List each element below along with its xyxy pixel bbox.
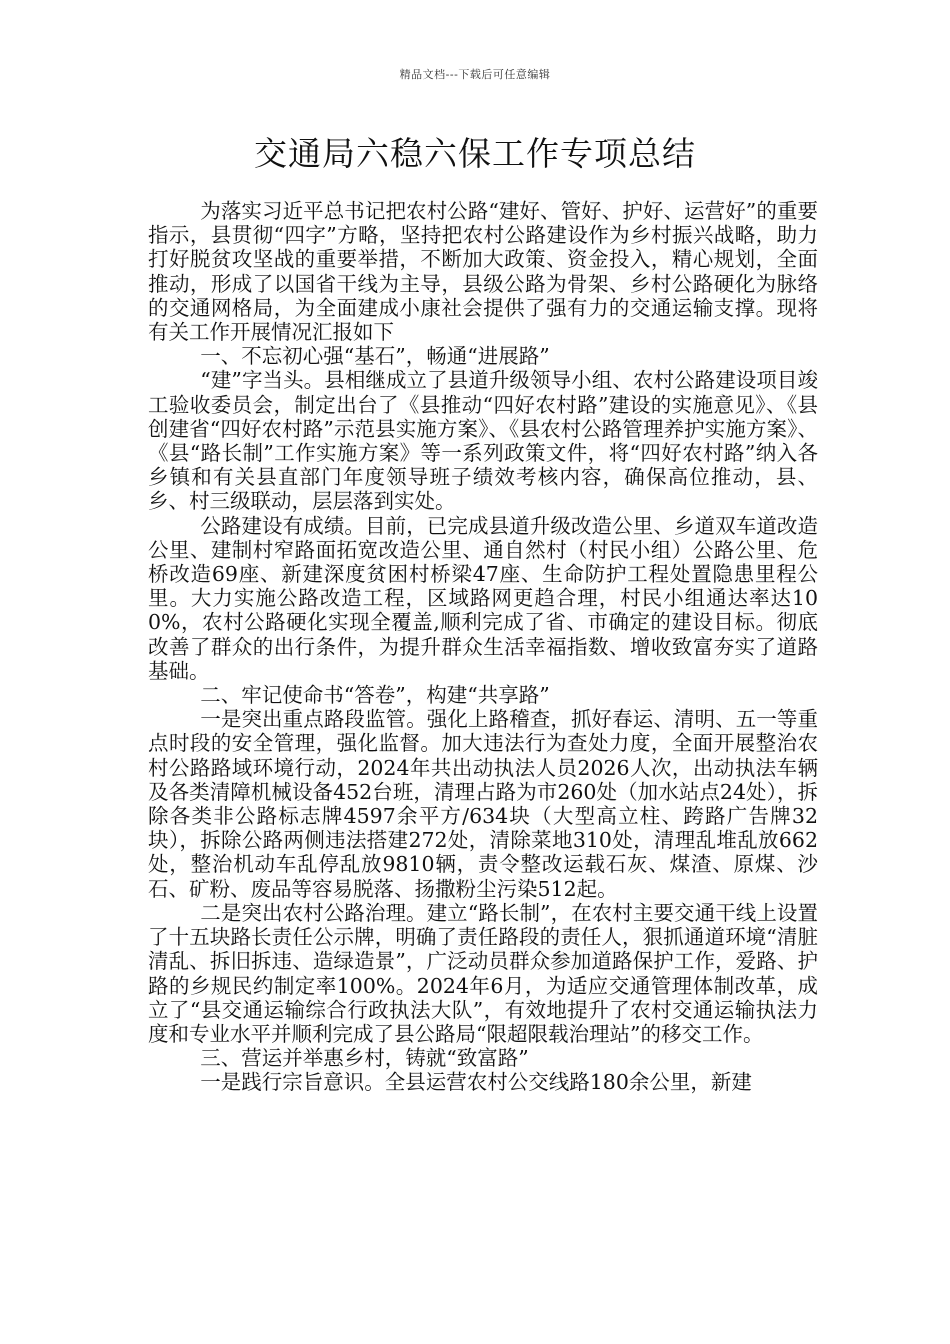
header-note: 精品文档---下载后可任意编辑 <box>399 68 551 81</box>
paragraph-construction-policy: “建”字当头。县相继成立了县道升级领导小组、农村公路建设项目竣工验收委员会，制定出台了《县推动“四好农村路”建设的实施意见》、《县创建省“四好农村路”示范县实施方案》、《县农村公路管理养护实施方案》、《县“路长制”工作实施方案》等一系列政策文件，将“四好农村路”纳入各乡镇和有关县直部门年度领导班子绩效考核内容，确保高位推动，县、乡、村三级联动，层层落到实处。 <box>148 368 818 514</box>
paragraph-road-supervision: 一是突出重点路段监管。强化上路稽查，抓好春运、清明、五一等重点时段的安全管理，强化监督。加大违法行为查处力度，全面开展整治农村公路路域环境行动，2024年共出动执法人员2026人次，出动执法车辆及各类清障机械设备452台班，清理占路为市260处（加水站点24处），拆除各类非公路标志牌4597余平方/634块（大型高立柱、跨路广告牌32块），拆除公路两侧违法搭建272处，清除菜地310处，清理乱堆乱放662处，整治机动车乱停乱放9810辆，责令整改运载石灰、煤渣、原煤、沙石、矿粉、废品等容易脱落、扬撒粉尘污染512起。 <box>148 707 818 901</box>
section-heading-3: 三、营运并举惠乡村，铸就“致富路” <box>200 1046 529 1071</box>
document-body <box>148 199 818 1095</box>
section-heading-2: 二、牢记使命书“答卷”，构建“共享路” <box>200 683 550 708</box>
section-heading-1: 一、不忘初心强“基石”，畅通“进展路” <box>200 344 550 369</box>
paragraph-construction-results: 公路建设有成绩。目前，已完成县道升级改造公里、乡道双车道改造公里、建制村窄路面拓宽改造公里、通自然村（村民小组）公路公里、危桥改造69座、新建深度贫困村桥梁47座、生命防护工程处置隐患里程公里。大力实施公路改造工程，区域路网更趋合理，村民小组通达率达100%，农村公路硬化实现全覆盖,顺利完成了省、市确定的建设目标。彻底改善了群众的出行条件，为提升群众生活幸福指数、增收致富夯实了道路基础。 <box>148 513 818 683</box>
paragraph-service-mission: 一是践行宗旨意识。全县运营农村公交线路180余公里，新建 <box>200 1070 752 1095</box>
intro-paragraph: 为落实习近平总书记把农村公路“建好、管好、护好、运营好”的重要指示，县贯彻“四字”方略，坚持把农村公路建设作为乡村振兴战略，助力打好脱贫攻坚战的重要举措，不断加大政策、资金投入，精心规划，全面推动，形成了以国省干线为主导，县级公路为骨架、乡村公路硬化为脉络的交通网格局，为全面建成小康社会提供了强有力的交通运输支撑。现将有关工作开展情况汇报如下 <box>148 199 818 345</box>
document-title: 交通局六稳六保工作专项总结 <box>254 134 696 173</box>
paragraph-rural-road-governance: 二是突出农村公路治理。建立“路长制”，在农村主要交通干线上设置了十五块路长责任公示牌，明确了责任路段的责任人，狠抓通道环境“清脏清乱、拆旧拆违、造绿造景”，广泛动员群众参加道路保护工作，爱路、护路的乡规民约制定率100%。2024年6月，为适应交通管理体制改革，成立了“县交通运输综合行政执法大队”，有效地提升了农村交通运输执法力度和专业水平并顺利完成了县公路局“限超限载治理站”的移交工作。 <box>148 900 818 1046</box>
